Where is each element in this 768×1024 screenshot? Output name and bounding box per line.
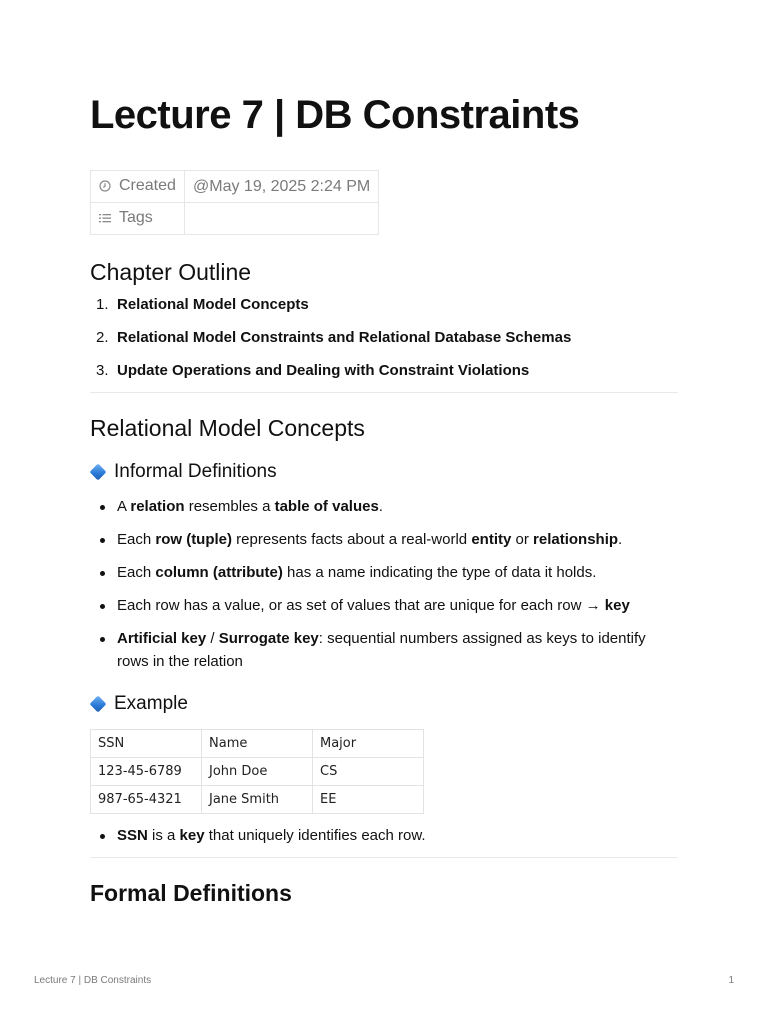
text: that uniquely identifies each row. [204, 827, 426, 844]
footer-document-title: Lecture 7 | DB Constraints [34, 975, 152, 986]
properties-table [90, 170, 379, 235]
text: represents facts about a real-world [232, 531, 472, 548]
bold-text: relation [130, 498, 185, 515]
text: Each [117, 564, 156, 581]
list-icon [99, 211, 113, 229]
section-heading-concepts: Relational Model Concepts [90, 415, 365, 441]
text: : sequential numbers assigned as keys to identify rows in the relation [117, 630, 646, 670]
column-header: SSN [91, 730, 202, 758]
footer-page-number: 1 [728, 975, 734, 986]
table-row [91, 758, 424, 786]
table-cell: 123-45-6789 [91, 758, 202, 786]
bold-text: SSN [117, 827, 148, 844]
table-cell: Jane Smith [202, 786, 313, 814]
table-cell: John Doe [202, 758, 313, 786]
column-header: Major [313, 730, 424, 758]
example-table [90, 729, 424, 814]
bullet-dot [100, 571, 105, 576]
section-heading-formal: Formal Definitions [90, 880, 292, 906]
text: has a name indicating the type of data it holds. [282, 564, 597, 581]
bold-text: column (attribute) [155, 564, 283, 581]
blue-diamond-icon [90, 696, 106, 712]
bullet-dot [100, 834, 105, 839]
document-content [90, 90, 678, 908]
bullet-dot [100, 637, 105, 642]
property-row-tags [91, 203, 379, 235]
text: or [511, 531, 534, 548]
blue-diamond-icon [90, 464, 106, 480]
page-title: Lecture 7 | DB Constraints [90, 93, 580, 137]
list-item: 3. Update Operations and Dealing with Constraint Violations [96, 362, 530, 379]
property-value-created[interactable]: @May 19, 2025 2:24 PM [185, 171, 379, 203]
list-item [90, 561, 678, 584]
table-cell: EE [313, 786, 424, 814]
bullet-dot [100, 505, 105, 510]
bold-text: row (tuple) [155, 531, 233, 548]
list-item [90, 495, 678, 518]
list-item: 1. Relational Model Concepts [96, 296, 309, 313]
text: A [117, 498, 131, 515]
property-row-created [91, 171, 379, 203]
clock-icon [99, 179, 113, 197]
bold-text: relationship [533, 531, 619, 548]
list-item [90, 627, 678, 673]
bullet-dot [100, 538, 105, 543]
subheading-informal-definitions: Informal Definitions [90, 459, 678, 485]
divider [90, 857, 678, 858]
chapter-outline-list [90, 293, 678, 382]
bold-text: entity [471, 531, 512, 548]
table-row [91, 786, 424, 814]
list-item [90, 528, 678, 551]
chapter-outline-heading: Chapter Outline [90, 259, 252, 285]
property-key-tags [91, 203, 185, 235]
table-cell: CS [313, 758, 424, 786]
text: Each row has a value, or as set of values that are unique for each row → [117, 597, 605, 614]
subheading-example: Example [90, 691, 678, 717]
text: resembles a [184, 498, 275, 515]
list-item: 2. Relational Model Constraints and Relational Database Schemas [96, 329, 572, 346]
bold-text: key [179, 827, 205, 844]
table-cell: 987-65-4321 [91, 786, 202, 814]
bold-text: Artificial key [117, 630, 207, 647]
property-key-label: Created [119, 176, 176, 194]
list-item [90, 594, 678, 617]
divider [90, 392, 678, 393]
column-header: Name [202, 730, 313, 758]
text: . [378, 498, 383, 515]
informal-definitions-list [90, 495, 678, 673]
text: / [206, 630, 219, 647]
property-key-label: Tags [119, 208, 153, 226]
bold-text: Surrogate key [218, 630, 319, 647]
text: is a [147, 827, 180, 844]
list-item [90, 824, 678, 847]
property-key-created [91, 171, 185, 203]
bold-text: table of values [274, 498, 379, 515]
bold-text: key [604, 597, 630, 614]
text: . [618, 531, 623, 548]
example-notes-list [90, 824, 678, 847]
table-header-row [91, 730, 424, 758]
text: Each [117, 531, 156, 548]
bullet-dot [100, 604, 105, 609]
property-value-tags[interactable] [185, 203, 379, 235]
